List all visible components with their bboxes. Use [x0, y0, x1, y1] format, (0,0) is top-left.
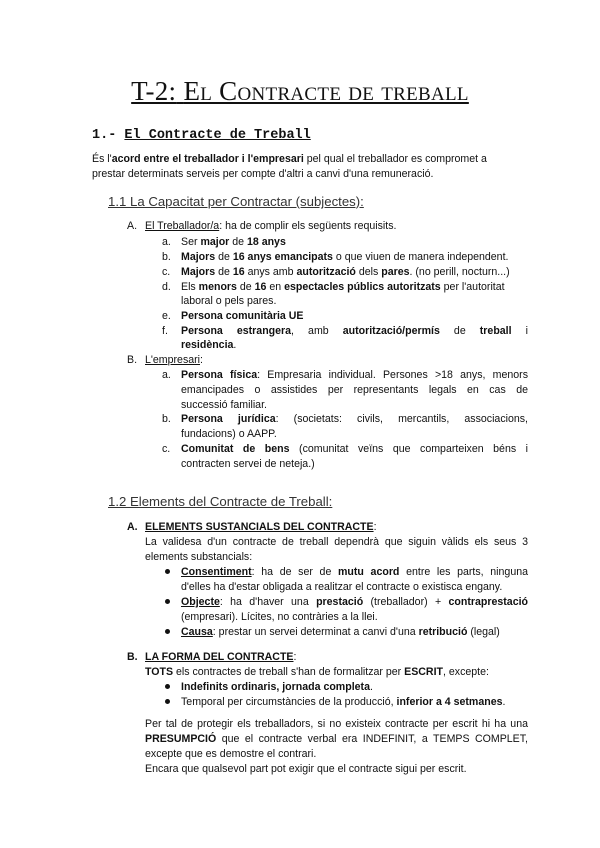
- list-marker: b.: [162, 251, 171, 263]
- paragraph-line: Encara que qualsevol part pot exigir que el contracte sigui per escrit.: [145, 763, 467, 775]
- list-marker: f.: [162, 325, 168, 337]
- bullet-icon: [165, 599, 170, 604]
- list-item: Persona estrangera, amb autorització/permís de treball i: [181, 325, 528, 337]
- list-item: Ser major de 18 anys: [181, 236, 286, 248]
- bullet-item: Objecte: ha d'haver una prestació (treballador) + contraprestació: [181, 596, 528, 608]
- bullet-item-cont: d'elles ha d'estar obligada a realitzar el contracte o existisca engany.: [181, 581, 503, 593]
- list-item-cont: contracten servei de neteja.): [181, 458, 315, 470]
- bullet-item: Temporal per circumstàncies de la producció, inferior a 4 setmanes.: [181, 696, 506, 708]
- list-item-B: B.: [127, 354, 138, 366]
- list-item: Persona física: Empresaria individual. Persones >18 anys, menors: [181, 369, 529, 381]
- list-item: Persona comunitària UE: [181, 310, 304, 322]
- bullet-item: Indefinits ordinaris, jornada completa.: [181, 681, 373, 693]
- bullet-item-cont: (empresari). Lícites, no contràries a la llei.: [181, 611, 378, 623]
- list-item-A: A.: [127, 220, 138, 232]
- bullet-item: Consentiment: ha de ser de mutu acord entre les parts, ninguna: [181, 566, 528, 578]
- list-item-B: B.: [127, 651, 138, 663]
- paragraph-line: excepte que es demostre el contrari.: [145, 748, 317, 760]
- list-item-A: A.: [127, 521, 138, 533]
- bullet-item: Causa: prestar un servei determinat a canvi d'una retribució (legal): [181, 626, 500, 638]
- list-marker: c.: [162, 443, 171, 455]
- list-item-cont: fundacions) o AAPP.: [181, 428, 277, 440]
- list-item: Majors de 16 anys amb autorització dels pares. (no perill, nocturn...): [181, 266, 510, 278]
- bullet-icon: [165, 699, 170, 704]
- substantial-elements-label: ELEMENTS SUSTANCIALS DEL CONTRACTE:: [145, 521, 377, 533]
- paragraph-line: TOTS els contractes de treball s'han de formalitzar per ESCRIT, excepte:: [145, 666, 489, 678]
- intro-line-2: prestar determinats serveis per compte d'altri a canvi d'una remuneració.: [92, 168, 434, 180]
- list-item: Els menors de 16 en espectacles públics autoritzats per l'autoritat: [181, 281, 505, 293]
- list-marker: a.: [162, 369, 171, 381]
- subsection-heading-1-2: 1.2 Elements del Contracte de Treball:: [108, 494, 333, 509]
- employer-label: L'empresari:: [145, 354, 203, 366]
- list-item: Majors de 16 anys emancipats o que viuen de manera independent.: [181, 251, 509, 263]
- page-title-text: El Contracte de treball: [183, 76, 469, 106]
- subsection-heading-1-1: 1.1 La Capacitat per Contractar (subjectes):: [108, 194, 364, 209]
- list-item-cont: laboral o pels pares.: [181, 295, 277, 307]
- worker-label: El Treballador/a: ha de complir els següents requisits.: [145, 220, 397, 232]
- list-item-cont: emancipades o assistides per representants legals en cas de: [181, 384, 528, 396]
- paragraph-line: elements substancials:: [145, 551, 253, 563]
- bullet-icon: [165, 684, 170, 689]
- list-item: Persona jurídica: (societats: civils, mercantils, associacions,: [181, 413, 528, 425]
- list-marker: c.: [162, 266, 171, 278]
- bullet-icon: [165, 569, 170, 574]
- contract-form-label: LA FORMA DEL CONTRACTE:: [145, 651, 297, 663]
- list-marker: b.: [162, 413, 171, 425]
- bullet-icon: [165, 629, 170, 634]
- list-item-cont: successió familiar.: [181, 399, 267, 411]
- section-heading-1: 1.- El Contracte de Treball: [92, 128, 311, 143]
- list-marker: d.: [162, 281, 171, 293]
- intro-line-1: És l'acord entre el treballador i l'empresari pel qual el treballador es compromet a: [92, 153, 487, 165]
- list-marker: a.: [162, 236, 171, 248]
- list-item-cont: residència.: [181, 339, 237, 351]
- paragraph-line: PRESUMPCIÓ que el contracte verbal era INDEFINIT, a TEMPS COMPLET,: [145, 733, 528, 745]
- list-marker: e.: [162, 310, 171, 322]
- paragraph-line: Per tal de protegir els treballadors, si no existeix contracte per escrit hi ha una: [145, 718, 528, 730]
- paragraph-line: La validesa d'un contracte de treball dependrà que siguin vàlids els seus 3: [145, 536, 528, 548]
- list-item: Comunitat de bens (comunitat veïns que comparteixen béns i: [181, 443, 529, 455]
- page-title: T-2: El Contracte de treball: [131, 76, 469, 106]
